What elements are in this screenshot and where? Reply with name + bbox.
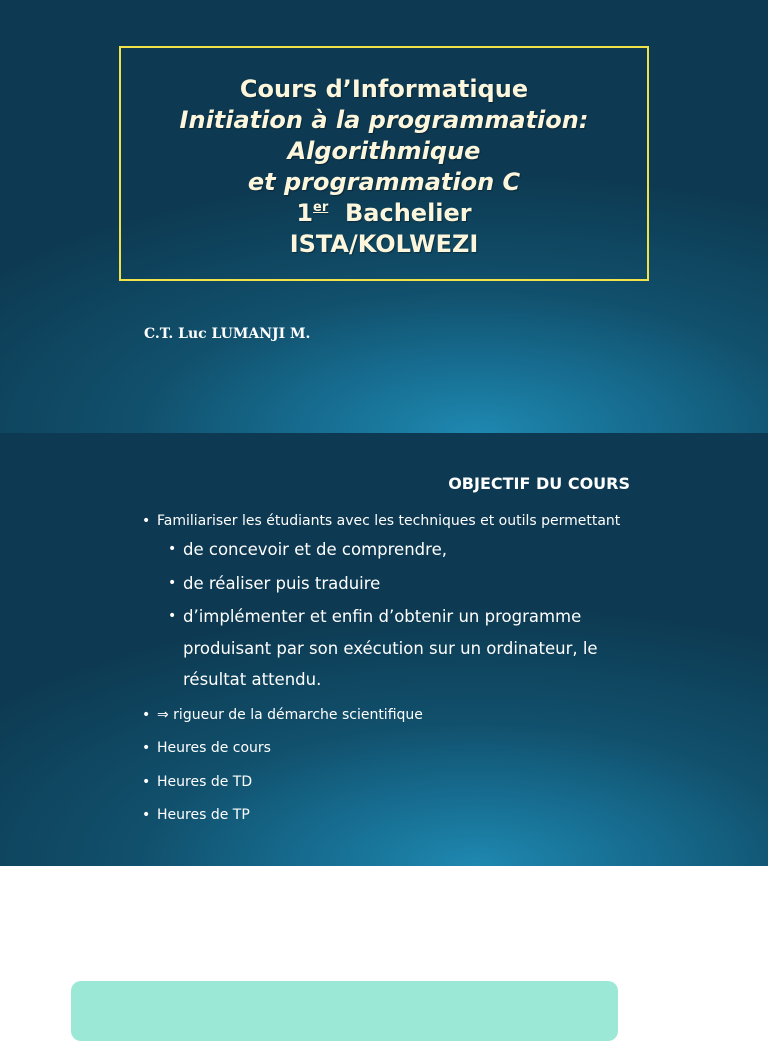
bullet-item: • Heures de TD: [142, 772, 652, 792]
bullet-item: • Heures de cours: [142, 738, 652, 758]
title-initiation: Initiation à la programmation:: [179, 106, 589, 134]
slide-title: [0, 0, 768, 433]
sub-bullet-item: • d’implémenter et enfin d’obtenir un programme produisant par son exécution sur un ordinateur, le résultat attendu.: [168, 601, 652, 696]
sub-bullet-item: • de réaliser puis traduire: [168, 568, 652, 600]
title-algorithmique: Algorithmique: [287, 137, 481, 165]
title-level-text: Bachelier: [345, 199, 472, 227]
title-programmation-c: et programmation C: [247, 168, 521, 196]
slide-objectives: [0, 433, 768, 866]
title-box: [119, 46, 649, 281]
bullet-item: • Heures de TP: [142, 805, 652, 825]
bullet-item: • Familiariser les étudiants avec les techniques et outils permettant: [142, 511, 652, 531]
title-institution: ISTA/KOLWEZI: [289, 230, 479, 258]
mint-card: [71, 981, 618, 1041]
title-level-superscript: er: [313, 200, 329, 215]
bullet-list: [142, 511, 652, 839]
sub-bullet-item: • de concevoir et de comprendre,: [168, 534, 652, 566]
bullet-item: • ⇒ rigueur de la démarche scientifique: [142, 705, 652, 725]
title-level: [121, 198, 647, 229]
author-name: C.T. Luc LUMANJI M.: [144, 326, 311, 342]
title-course: Cours d’Informatique: [239, 75, 529, 103]
section-heading: OBJECTIF DU COURS: [448, 474, 630, 493]
title-level-number: 1: [296, 199, 314, 227]
